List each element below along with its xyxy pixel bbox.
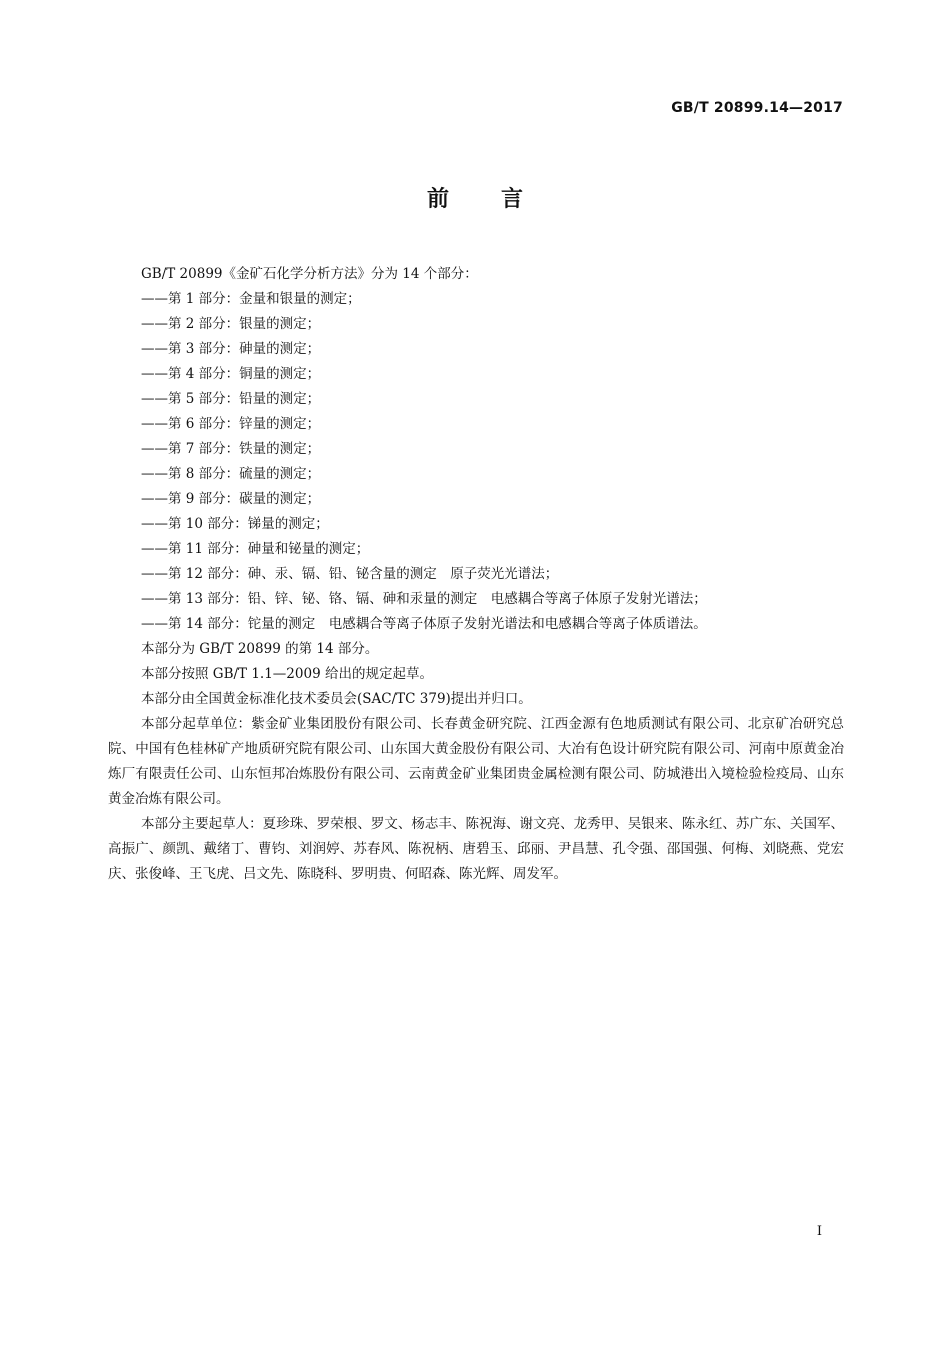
foreword-body	[108, 262, 844, 887]
intro-line: GB/T 20899《金矿石化学分析方法》分为 14 个部分：	[141, 266, 478, 282]
drafting-units-paragraph: 本部分起草单位：紫金矿业集团股份有限公司、长春黄金研究院、江西金源有色地质测试有限公司、北京矿冶研究总院、中国有色桂林矿产地质研究院有限公司、山东国大黄金股份有限公司、大冶有色设计研究院有限公司、河南中原黄金冶炼厂有限责任公司、山东恒邦冶炼股份有限公司、云南黄金矿业集团贵金属检测有限公司、防城港出入境检验检疫局、山东黄金冶炼有限公司。	[108, 716, 844, 807]
part-item: ——第 11 部分：砷量和铋量的测定；	[141, 541, 370, 557]
part-item: ——第 9 部分：碳量的测定；	[141, 491, 321, 507]
part-item: ——第 3 部分：砷量的测定；	[141, 341, 321, 357]
part-item: ——第 7 部分：铁量的测定；	[141, 441, 321, 457]
part-item: ——第 2 部分：银量的测定；	[141, 316, 321, 332]
part-item: ——第 8 部分：硫量的测定；	[141, 466, 321, 482]
page-title: 前言	[426, 187, 575, 212]
part-item: ——第 4 部分：铜量的测定；	[141, 366, 321, 382]
part-item: ——第 5 部分：铅量的测定；	[141, 391, 321, 407]
part-item: ——第 12 部分：砷、汞、镉、铅、铋含量的测定 原子荧光光谱法；	[141, 566, 559, 582]
parts-list	[108, 287, 844, 637]
statement-part-number: 本部分为 GB/T 20899 的第 14 部分。	[141, 641, 379, 657]
part-item: ——第 1 部分：金量和银量的测定；	[141, 291, 361, 307]
part-item: ——第 10 部分：锑量的测定；	[141, 516, 329, 532]
page-number: I	[816, 1224, 822, 1239]
part-item: ——第 6 部分：锌量的测定；	[141, 416, 321, 432]
part-item: ——第 13 部分：铅、锌、铋、铬、镉、砷和汞量的测定 电感耦合等离子体原子发射光谱法；	[141, 591, 707, 607]
statement-drafting-rules: 本部分按照 GB/T 1.1—2009 给出的规定起草。	[141, 666, 433, 682]
standard-number: GB/T 20899.14—2017	[671, 100, 843, 116]
statement-committee: 本部分由全国黄金标准化技术委员会(SAC/TC 379)提出并归口。	[141, 691, 532, 707]
drafters-paragraph: 本部分主要起草人：夏珍珠、罗荣根、罗文、杨志丰、陈祝海、谢文亮、龙秀甲、吴银来、陈永红、苏广东、关国军、高振广、颜凯、戴绪丁、曹钧、刘润婷、苏春风、陈祝柄、唐碧玉、邱丽、尹昌慧、孔令强、邵国强、何梅、刘晓燕、党宏庆、张俊峰、王飞虎、吕文先、陈晓科、罗明贵、何昭森、陈光辉、周发军。	[108, 816, 844, 882]
part-item: ——第 14 部分：铊量的测定 电感耦合等离子体原子发射光谱法和电感耦合等离子体质谱法。	[141, 616, 707, 632]
